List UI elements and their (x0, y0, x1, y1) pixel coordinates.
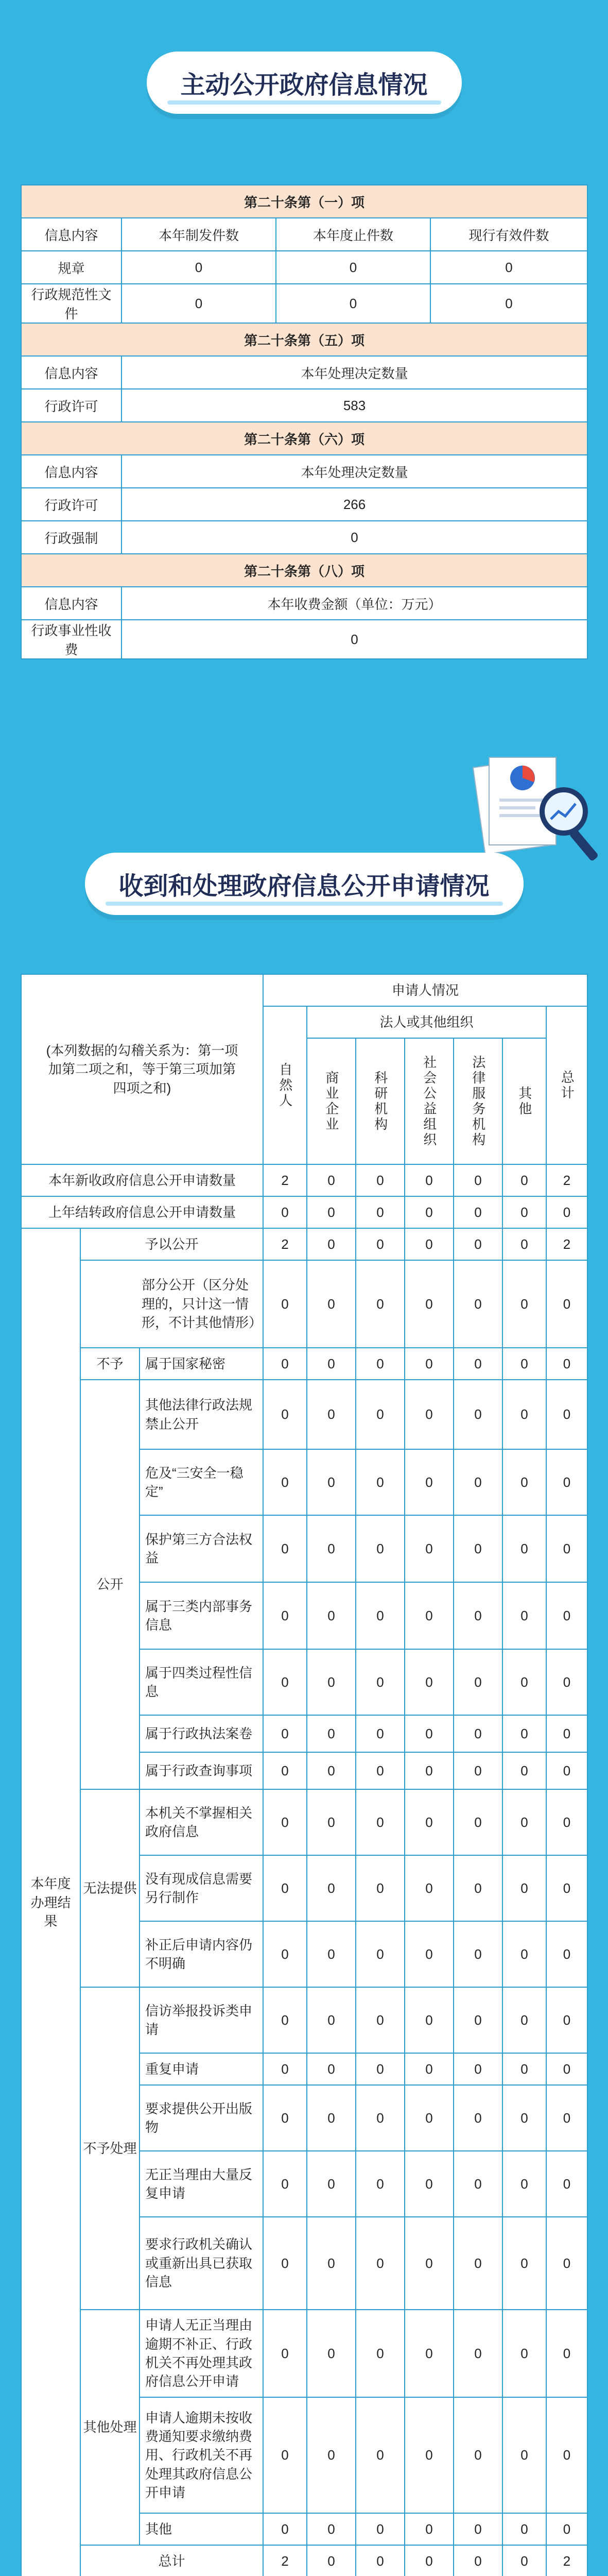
group-label: 公开 (80, 1380, 140, 1789)
section2-title: 收到和处理政府信息公开申请情况 (84, 853, 523, 915)
cell: 0 (405, 1164, 454, 1196)
cell: 0 (405, 1228, 454, 1260)
row-label: 部分公开（区分处理的，只计这一情形，不计其他情形） (80, 1260, 263, 1348)
cell: 0 (263, 2513, 307, 2545)
row-label: 予以公开 (80, 1228, 263, 1260)
cell: 行政强制 (21, 521, 121, 554)
cell: 0 (546, 2310, 587, 2397)
cell: 0 (546, 1715, 587, 1752)
cell: 0 (307, 1515, 356, 1582)
cell: 583 (121, 389, 587, 422)
cell: 0 (502, 2053, 546, 2085)
cell: 0 (430, 251, 587, 284)
cell: 0 (454, 1348, 502, 1380)
table-row (21, 620, 587, 659)
cell: 0 (502, 2545, 546, 2576)
table-row (21, 389, 587, 422)
cell: 0 (405, 2310, 454, 2397)
cell: 0 (356, 2085, 405, 2151)
cell: 0 (356, 2545, 405, 2576)
row-label: 本年新收政府信息公开申请数量 (21, 1164, 263, 1196)
cell: 0 (405, 1715, 454, 1752)
cell: 2 (263, 1228, 307, 1260)
cell: 0 (356, 1987, 405, 2053)
table-row (21, 251, 587, 284)
cell: 0 (263, 1715, 307, 1752)
block2-header: 第二十条第（五）项 (21, 323, 587, 356)
cell: 0 (405, 2545, 454, 2576)
col-header: 信息内容 (21, 356, 121, 389)
table-row (21, 1348, 587, 1380)
cell: 0 (405, 1649, 454, 1715)
cell: 0 (356, 2513, 405, 2545)
block1-header: 第二十条第（一）项 (21, 185, 587, 218)
cell: 0 (405, 2085, 454, 2151)
row-label: 无正当理由大量反复申请 (140, 2151, 263, 2217)
cell: 0 (502, 1380, 546, 1449)
cell: 0 (454, 2085, 502, 2151)
row-label: 上年结转政府信息公开申请数量 (21, 1196, 263, 1228)
table-row (21, 521, 587, 554)
cell: 0 (263, 1196, 307, 1228)
table-row (21, 1789, 587, 1855)
table-row (21, 1164, 587, 1196)
cell: 行政规范性文件 (21, 284, 121, 323)
row-label: 本机关不掌握相关政府信息 (140, 1789, 263, 1855)
col-header: 本年处理决定数量 (121, 356, 587, 389)
cell: 0 (546, 2053, 587, 2085)
col-header: 本年收费金额（单位：万元） (121, 587, 587, 620)
cell: 0 (307, 1449, 356, 1515)
cell: 0 (454, 1260, 502, 1348)
cell: 0 (546, 1449, 587, 1515)
cell: 0 (405, 2151, 454, 2217)
row-label: 信访举报投诉类申请 (140, 1987, 263, 2053)
cell: 0 (430, 284, 587, 323)
cell: 0 (454, 1921, 502, 1987)
cell: 0 (405, 1348, 454, 1380)
cell: 0 (307, 2310, 356, 2397)
cell: 0 (502, 1515, 546, 1582)
cell: 0 (263, 1515, 307, 1582)
cell: 0 (502, 1752, 546, 1789)
magnifier-icon (535, 783, 607, 871)
cell: 0 (307, 2217, 356, 2310)
cell: 0 (502, 1260, 546, 1348)
cell: 0 (454, 2513, 502, 2545)
cell: 0 (405, 1260, 454, 1348)
cell: 0 (546, 1789, 587, 1855)
cell: 0 (356, 1196, 405, 1228)
cell: 0 (356, 2053, 405, 2085)
cell: 0 (546, 2397, 587, 2513)
cell: 0 (263, 2053, 307, 2085)
cell: 0 (405, 2217, 454, 2310)
cell: 0 (405, 1752, 454, 1789)
row-label: 重复申请 (140, 2053, 263, 2085)
cell: 0 (276, 284, 430, 323)
cell: 0 (502, 1855, 546, 1921)
natural-person-header: 自然人 (263, 1006, 307, 1164)
cell: 0 (546, 2151, 587, 2217)
cell: 0 (307, 1752, 356, 1789)
cell: 0 (263, 1582, 307, 1649)
cell: 0 (546, 1649, 587, 1715)
cell: 0 (356, 1380, 405, 1449)
section1-title: 主动公开政府信息情况 (146, 52, 461, 114)
cell: 0 (307, 1228, 356, 1260)
cell: 0 (356, 1164, 405, 1196)
cell: 0 (502, 1164, 546, 1196)
group-label: 不予 (80, 1348, 140, 1380)
cell: 0 (405, 2053, 454, 2085)
section2-table (21, 974, 588, 2576)
cell: 2 (546, 1164, 587, 1196)
cell: 0 (454, 2310, 502, 2397)
cell: 0 (356, 1789, 405, 1855)
cell: 0 (356, 2217, 405, 2310)
cell: 0 (356, 1582, 405, 1649)
cell: 0 (502, 2397, 546, 2513)
cell: 行政许可 (21, 488, 121, 521)
cell: 0 (546, 1987, 587, 2053)
group-label: 其他处理 (80, 2310, 140, 2545)
cell: 0 (502, 1921, 546, 1987)
col-header: 信息内容 (21, 455, 121, 488)
row-label: 属于三类内部事务信息 (140, 1582, 263, 1649)
cell: 0 (276, 251, 430, 284)
row-label: 没有现成信息需要另行制作 (140, 1855, 263, 1921)
cell: 0 (356, 1921, 405, 1987)
cell: 0 (454, 1228, 502, 1260)
cell: 0 (356, 1260, 405, 1348)
cell: 0 (356, 2397, 405, 2513)
cell: 0 (502, 2085, 546, 2151)
total-header: 总计 (546, 1006, 587, 1164)
cell: 0 (546, 1582, 587, 1649)
cell: 0 (454, 2545, 502, 2576)
cell: 0 (307, 1855, 356, 1921)
cell: 0 (356, 1515, 405, 1582)
cell: 0 (546, 2513, 587, 2545)
legal-col-header: 法律服务机构 (454, 1038, 502, 1164)
cell: 0 (454, 2217, 502, 2310)
cell: 0 (502, 2151, 546, 2217)
row-label: 属于国家秘密 (140, 1348, 263, 1380)
cell: 规章 (21, 251, 121, 284)
table-row (21, 284, 587, 323)
legal-col-header: 商业企业 (307, 1038, 356, 1164)
cell: 0 (502, 1196, 546, 1228)
cell: 0 (502, 1715, 546, 1752)
row-label: 属于行政执法案卷 (140, 1715, 263, 1752)
cell: 2 (263, 2545, 307, 2576)
cell: 0 (356, 1449, 405, 1515)
cell: 0 (307, 1164, 356, 1196)
col-header: 信息内容 (21, 587, 121, 620)
col-header: 信息内容 (21, 218, 121, 251)
cell: 0 (546, 1260, 587, 1348)
cell: 0 (121, 521, 587, 554)
cell: 0 (307, 2397, 356, 2513)
legal-col-header: 其他 (502, 1038, 546, 1164)
cell: 0 (546, 1855, 587, 1921)
col-header: 本年制发件数 (121, 218, 276, 251)
cell: 0 (263, 2151, 307, 2217)
cell: 0 (454, 2151, 502, 2217)
block3-header: 第二十条第（六）项 (21, 422, 587, 455)
cell: 0 (356, 1715, 405, 1752)
table-row (21, 1196, 587, 1228)
cell: 0 (263, 1855, 307, 1921)
table-row (21, 2545, 587, 2576)
result-label: 本年度办理结果 (21, 1228, 80, 2576)
cell: 0 (405, 1515, 454, 1582)
cell: 0 (307, 1380, 356, 1449)
cell: 0 (454, 1196, 502, 1228)
cell: 0 (356, 1228, 405, 1260)
cell: 0 (454, 1715, 502, 1752)
group-label: 不予处理 (80, 1987, 140, 2310)
cell: 0 (356, 1348, 405, 1380)
cell: 0 (405, 1921, 454, 1987)
cell: 0 (263, 1649, 307, 1715)
row-label: 其他法律行政法规禁止公开 (140, 1380, 263, 1449)
cell: 0 (356, 2151, 405, 2217)
cell: 0 (454, 1515, 502, 1582)
cell: 0 (546, 1515, 587, 1582)
cell: 0 (356, 1752, 405, 1789)
cell: 0 (307, 1348, 356, 1380)
row-label: 保护第三方合法权益 (140, 1515, 263, 1582)
table-row (21, 1987, 587, 2053)
cell: 0 (546, 1752, 587, 1789)
cell: 0 (263, 2397, 307, 2513)
cell: 0 (405, 2513, 454, 2545)
cell: 0 (546, 1921, 587, 1987)
cell: 0 (405, 1582, 454, 1649)
cell: 0 (502, 1348, 546, 1380)
col-header: 现行有效件数 (430, 218, 587, 251)
cell: 0 (546, 1348, 587, 1380)
cell: 0 (263, 1348, 307, 1380)
cell: 0 (356, 1855, 405, 1921)
table-row (21, 1380, 587, 1449)
cell: 0 (546, 2085, 587, 2151)
cell: 0 (454, 1449, 502, 1515)
block4-header: 第二十条第（八）项 (21, 554, 587, 587)
cell: 0 (502, 1649, 546, 1715)
table-row (21, 1228, 587, 1260)
cell: 0 (356, 1649, 405, 1715)
legal-col-header: 社会公益组织 (405, 1038, 454, 1164)
cell: 0 (263, 2085, 307, 2151)
cell: 2 (546, 1228, 587, 1260)
cell: 0 (307, 1649, 356, 1715)
cell: 0 (307, 1582, 356, 1649)
cell: 0 (307, 1715, 356, 1752)
cell: 0 (307, 1196, 356, 1228)
cell: 0 (502, 1789, 546, 1855)
legal-header: 法人或其他组织 (307, 1006, 546, 1038)
cell: 0 (546, 1380, 587, 1449)
row-label: 危及“三安全一稳定” (140, 1449, 263, 1515)
cell: 0 (454, 1987, 502, 2053)
row-label: 总计 (80, 2545, 263, 2576)
cell: 0 (307, 2053, 356, 2085)
cell: 0 (121, 251, 276, 284)
row-label: 申请人无正当理由逾期不补正、行政机关不再处理其政府信息公开申请 (140, 2310, 263, 2397)
cell: 0 (263, 2217, 307, 2310)
cell: 0 (121, 284, 276, 323)
col-header: 本年处理决定数量 (121, 455, 587, 488)
table-row (21, 2310, 587, 2397)
cell: 0 (502, 2513, 546, 2545)
table-row (21, 1260, 587, 1348)
cell: 0 (502, 2217, 546, 2310)
cell: 0 (405, 1196, 454, 1228)
cell: 0 (307, 2151, 356, 2217)
cell: 0 (307, 2085, 356, 2151)
cell: 0 (263, 2310, 307, 2397)
cell: 0 (502, 1449, 546, 1515)
legal-col-header: 科研机构 (356, 1038, 405, 1164)
cell: 0 (454, 1164, 502, 1196)
cell: 0 (454, 1582, 502, 1649)
cell: 0 (263, 1752, 307, 1789)
cell: 0 (454, 1752, 502, 1789)
cell: 0 (307, 1921, 356, 1987)
cell: 0 (121, 620, 587, 659)
cell: 0 (263, 1987, 307, 2053)
col-header: 本年度止件数 (276, 218, 430, 251)
cell: 行政事业性收费 (21, 620, 121, 659)
cell: 0 (546, 1196, 587, 1228)
row-label: 其他 (140, 2513, 263, 2545)
cell: 2 (546, 2545, 587, 2576)
cell: 0 (263, 1380, 307, 1449)
cell: 0 (502, 1228, 546, 1260)
cell: 0 (502, 1987, 546, 2053)
cell: 0 (263, 1449, 307, 1515)
cell: 0 (454, 1649, 502, 1715)
cell: 0 (405, 1987, 454, 2053)
cell: 0 (307, 1789, 356, 1855)
cell: 0 (454, 1855, 502, 1921)
cell: 0 (263, 1260, 307, 1348)
cell: 0 (454, 2053, 502, 2085)
cell: 0 (546, 2217, 587, 2310)
row-label: 属于行政查询事项 (140, 1752, 263, 1789)
cell: 0 (454, 1789, 502, 1855)
cell: 0 (502, 2310, 546, 2397)
cell: 0 (307, 1260, 356, 1348)
cell: 0 (405, 2397, 454, 2513)
row-label: 申请人逾期未按收费通知要求缴纳费用、行政机关不再处理其政府信息公开申请 (140, 2397, 263, 2513)
note: (本列数据的勾稽关系为：第一项加第二项之和，等于第三项加第四项之和) (21, 974, 263, 1164)
cell: 0 (502, 1582, 546, 1649)
cell: 行政许可 (21, 389, 121, 422)
cell: 0 (263, 1921, 307, 1987)
cell: 0 (454, 2397, 502, 2513)
section1-table (21, 184, 588, 659)
cell: 0 (356, 2310, 405, 2397)
applicant-header: 申请人情况 (263, 974, 587, 1006)
cell: 0 (263, 1789, 307, 1855)
cell: 0 (405, 1449, 454, 1515)
table-row (21, 488, 587, 521)
row-label: 要求提供公开出版物 (140, 2085, 263, 2151)
cell: 0 (405, 1855, 454, 1921)
cell: 266 (121, 488, 587, 521)
cell: 0 (307, 2545, 356, 2576)
cell: 2 (263, 1164, 307, 1196)
cell: 0 (454, 1380, 502, 1449)
group-label: 无法提供 (80, 1789, 140, 1987)
cell: 0 (405, 1789, 454, 1855)
row-label: 属于四类过程性信息 (140, 1649, 263, 1715)
row-label: 要求行政机关确认或重新出具已获取信息 (140, 2217, 263, 2310)
cell: 0 (307, 1987, 356, 2053)
cell: 0 (405, 1380, 454, 1449)
cell: 0 (307, 2513, 356, 2545)
row-label: 补正后申请内容仍不明确 (140, 1921, 263, 1987)
